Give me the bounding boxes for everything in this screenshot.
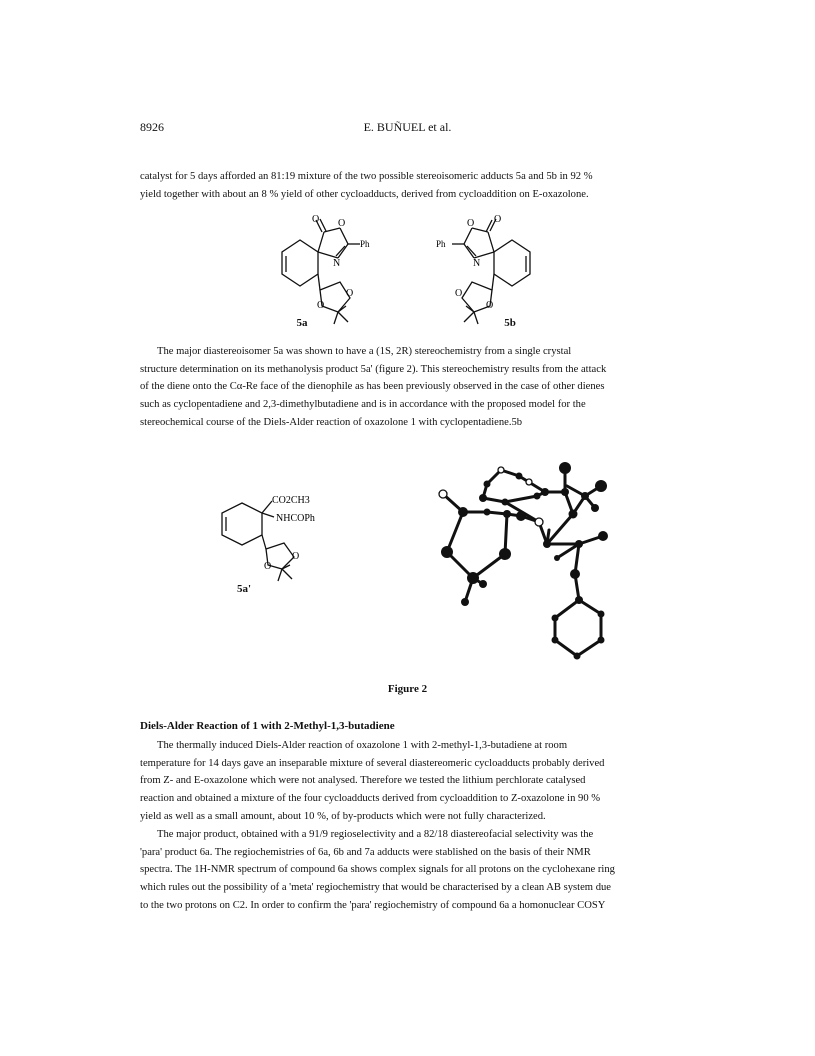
text-line: from Z- and E-oxazolone which were not analysed. Therefore we tested the lithium perchlorate catalysed <box>140 775 586 787</box>
page-number: 8926 <box>140 120 164 134</box>
atom-n: N <box>473 258 481 269</box>
figure-caption: Figure 2 <box>387 683 428 695</box>
text-line: stereochemical course of the Diels-Alder reaction of oxazolone 1 with cyclopentadiene.5b <box>140 416 523 428</box>
text-line: 'para' product 6a. The regiochemistries of 6a, 6b and 7a adducts were stablished on the basis of their NMR <box>140 846 591 858</box>
atom-o: O <box>494 214 502 225</box>
crystal-structure-diagram <box>425 440 640 670</box>
text-line: The thermally induced Diels-Alder reaction of oxazolone 1 with 2-methyl-1,3-butadiene at room <box>157 740 568 751</box>
group-co2ch3: CO2CH3 <box>272 495 310 506</box>
atom-o: O <box>486 300 494 311</box>
atom-o: O <box>346 288 354 299</box>
atom-o: O <box>455 288 463 299</box>
atom-ph: Ph <box>436 239 446 249</box>
text-line: reaction and obtained a mixture of the four cycloadducts derived from cycloaddition to Z-oxazolone in 90 % <box>140 793 601 805</box>
structure-5b <box>436 214 530 324</box>
text-line: yield together with about an 8 % yield of other cycloadducts, derived from cycloaddition on E-oxazolone. <box>140 188 589 200</box>
text-line: structure determination on its methanolysis product 5a' (figure 2). This stereochemistry results from the attack <box>140 363 607 375</box>
text-line: The major diastereoisomer 5a was shown to have a (1S, 2R) stereochemistry from a single crystal <box>157 346 572 357</box>
paragraph-intro <box>140 168 680 203</box>
text-line: yield as well as a small amount, about 10 %, of by-products which were not fully characterized. <box>140 810 546 822</box>
molecule-bonds <box>443 468 603 656</box>
running-head: E. BUÑUEL et al. <box>363 120 452 134</box>
compound-label-5b: 5b <box>504 317 516 329</box>
molecule-atoms <box>439 462 608 660</box>
atom-o: O <box>312 214 320 225</box>
atom-o: O <box>338 218 346 229</box>
atom-ph: Ph <box>360 239 370 249</box>
text-line: temperature for 14 days gave an inseparable mixture of several diastereomeric cycloadducts probably derived <box>140 757 605 769</box>
paragraph-stereochemistry <box>140 343 680 432</box>
text-line: The major product, obtained with a 91/9 regioselectivity and a 82/18 diastereofacial selectivity was the <box>157 829 594 840</box>
text-line: catalyst for 5 days afforded an 81:19 mixture of the two possible stereoisomeric adducts 5a and 5b in 92 % <box>140 171 593 182</box>
text-line: to the two protons on C2. In order to confirm the 'para' regiochemistry of compound 6a a homonuclear COSY <box>140 899 606 911</box>
section-heading: Diels-Alder Reaction of 1 with 2-Methyl-1,3-butadiene <box>140 720 395 732</box>
atom-o: O <box>467 218 475 229</box>
atom-o: O <box>264 561 272 572</box>
atom-n: N <box>333 258 341 269</box>
text-line: which rules out the possibility of a 'meta' regiochemistry that would be characterised by a clean AB system due <box>140 882 611 894</box>
compound-label-5a: 5a <box>296 317 308 329</box>
text-line: such as cyclopentadiene and 2,3-dimethylbutadiene and is in accordance with the proposed model for the <box>140 399 586 411</box>
atom-o: O <box>292 551 300 562</box>
atom-o: O <box>317 300 325 311</box>
structure-5a <box>282 214 370 324</box>
text-line: of the diene onto the Cα-Re face of the dienophile as has been previously observed in the case of other dienes <box>140 381 605 393</box>
compound-label-5a-prime: 5a' <box>236 583 252 595</box>
paragraph-major-product <box>140 826 680 915</box>
text-line: spectra. The 1H-NMR spectrum of compound 6a shows complex signals for all protons on the cyclohexane ring <box>140 864 615 876</box>
paragraph-thermal-reaction <box>140 737 680 826</box>
group-nhcoph: NHCOPh <box>276 513 315 524</box>
structure-5a-prime <box>200 485 350 595</box>
